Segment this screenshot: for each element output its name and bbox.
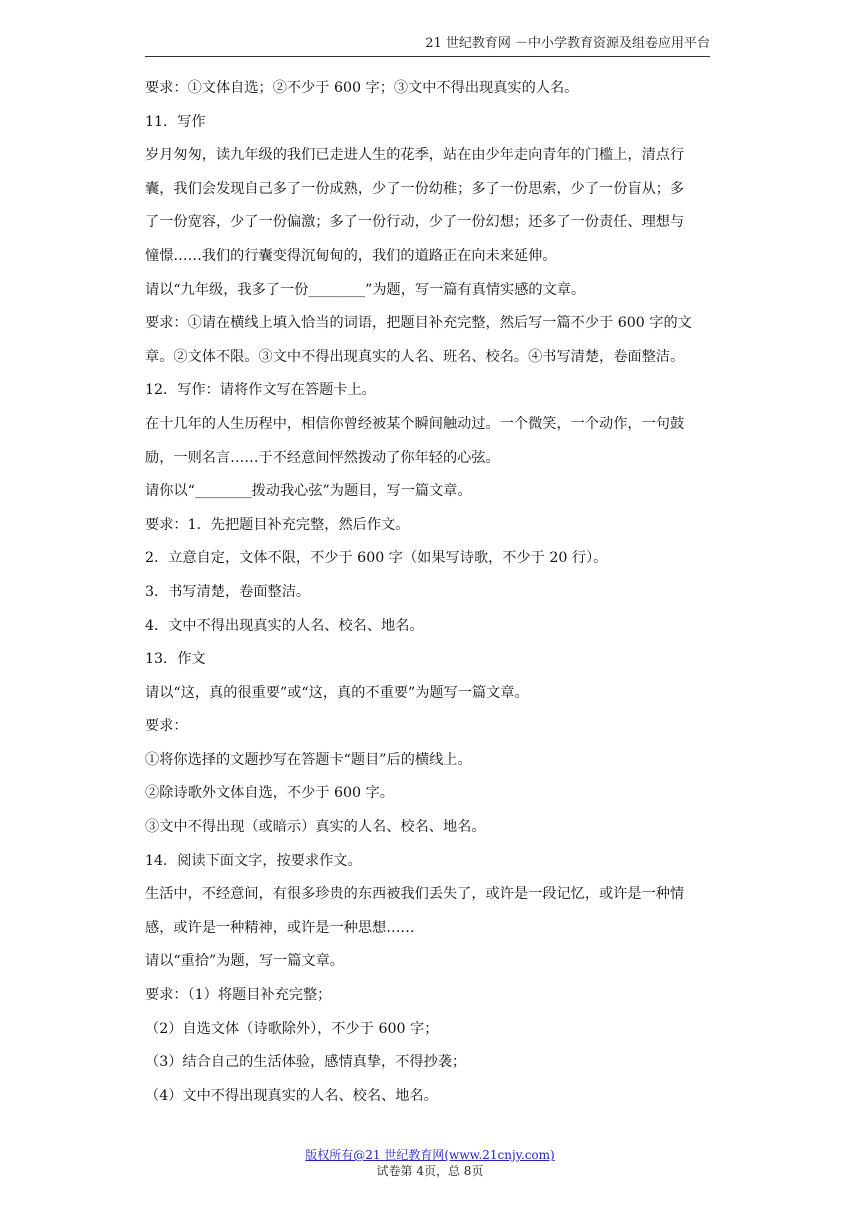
page-number-text: 试卷第 4页，总 8页 — [376, 1164, 484, 1178]
text-line: 岁月匆匆，读九年级的我们已走进人生的花季，站在由少年走向青年的门槛上，清点行 — [145, 147, 685, 164]
question-heading-13: 13．作文 — [145, 651, 206, 668]
text-line: 请以“重拾”为题，写一篇文章。 — [145, 953, 344, 970]
text-line: 憧憬……我们的行囊变得沉甸甸的，我们的道路正在向未来延伸。 — [145, 247, 557, 264]
page-header — [145, 34, 710, 57]
text-line: 请以“这，真的很重要”或“这，真的不重要”为题写一篇文章。 — [145, 684, 529, 701]
text-line: 要求：（1）将题目补充完整； — [145, 987, 332, 1004]
text-line: 4．文中不得出现真实的人名、校名、地名。 — [145, 617, 424, 634]
text-line: 生活中，不经意间，有很多珍贵的东西被我们丢失了，或许是一段记忆，或许是一种情 — [145, 886, 685, 903]
header-site-title: 21 世纪教育网 －中小学教育资源及组卷应用平台 — [425, 36, 710, 51]
text-line: 要求：①请在横线上填入恰当的词语，把题目补充完整，然后写一篇不少于 600 字的文 — [145, 315, 692, 332]
text-line: ③文中不得出现（或暗示）真实的人名、校名、地名。 — [145, 819, 486, 836]
text-line: （4）文中不得出现真实的人名、校名、地名。 — [145, 1087, 438, 1104]
question-heading-11: 11．写作 — [145, 113, 206, 130]
footer-copyright-link[interactable] — [0, 1147, 860, 1163]
question-heading-14: 14．阅读下面文字，按要求作文。 — [145, 852, 362, 869]
text-line: 2．立意自定，文体不限，不少于 600 字（如果写诗歌，不少于 20 行）。 — [145, 550, 608, 567]
text-line: 章。②文体不限。③文中不得出现真实的人名、班名、校名。④书写清楚，卷面整洁。 — [145, 348, 685, 365]
text-line: 要求：①文体自选；②不少于 600 字；③文中不得出现真实的人名。 — [145, 80, 579, 96]
text-line: ①将你选择的文题抄写在答题卡“题目”后的横线上。 — [145, 751, 472, 768]
footer-page-info — [0, 1163, 860, 1179]
text-line: 在十几年的人生历程中，相信你曾经被某个瞬间触动过。一个微笑，一个动作，一句鼓 — [145, 415, 685, 432]
text-line: 要求：1．先把题目补充完整，然后作文。 — [145, 516, 410, 533]
text-line: 了一份宽容，少了一份偏激；多了一份行动，少了一份幻想；还多了一份责任、理想与 — [145, 214, 685, 231]
text-line: 请以“九年级，我多了一份________”为题，写一篇有真情实感的文章。 — [145, 281, 586, 298]
text-line: （2）自选文体（诗歌除外），不少于 600 字； — [145, 1020, 439, 1037]
copyright-text[interactable]: 版权所有@21 世纪教育网(www.21cnjy.com) — [305, 1148, 555, 1162]
text-line: ②除诗歌外文体自选，不少于 600 字。 — [145, 785, 394, 802]
text-line: 要求： — [145, 718, 188, 735]
text-line: 励，一则名言……于不经意间怦然拨动了你年轻的心弦。 — [145, 449, 500, 466]
text-line: （3）结合自己的生活体验，感情真挚，不得抄袭； — [145, 1054, 467, 1071]
text-line: 感，或许是一种精神，或许是一种思想…… — [145, 919, 415, 936]
document-body — [145, 72, 720, 1113]
question-heading-12: 12．写作：请将作文写在答题卡上。 — [145, 382, 376, 399]
text-line: 3．书写清楚，卷面整洁。 — [145, 583, 311, 600]
text-line: 囊，我们会发现自己多了一份成熟，少了一份幼稚；多了一份思索，少了一份盲从；多 — [145, 180, 685, 197]
text-line: 请你以“________拨动我心弦”为题目，写一篇文章。 — [145, 483, 472, 500]
